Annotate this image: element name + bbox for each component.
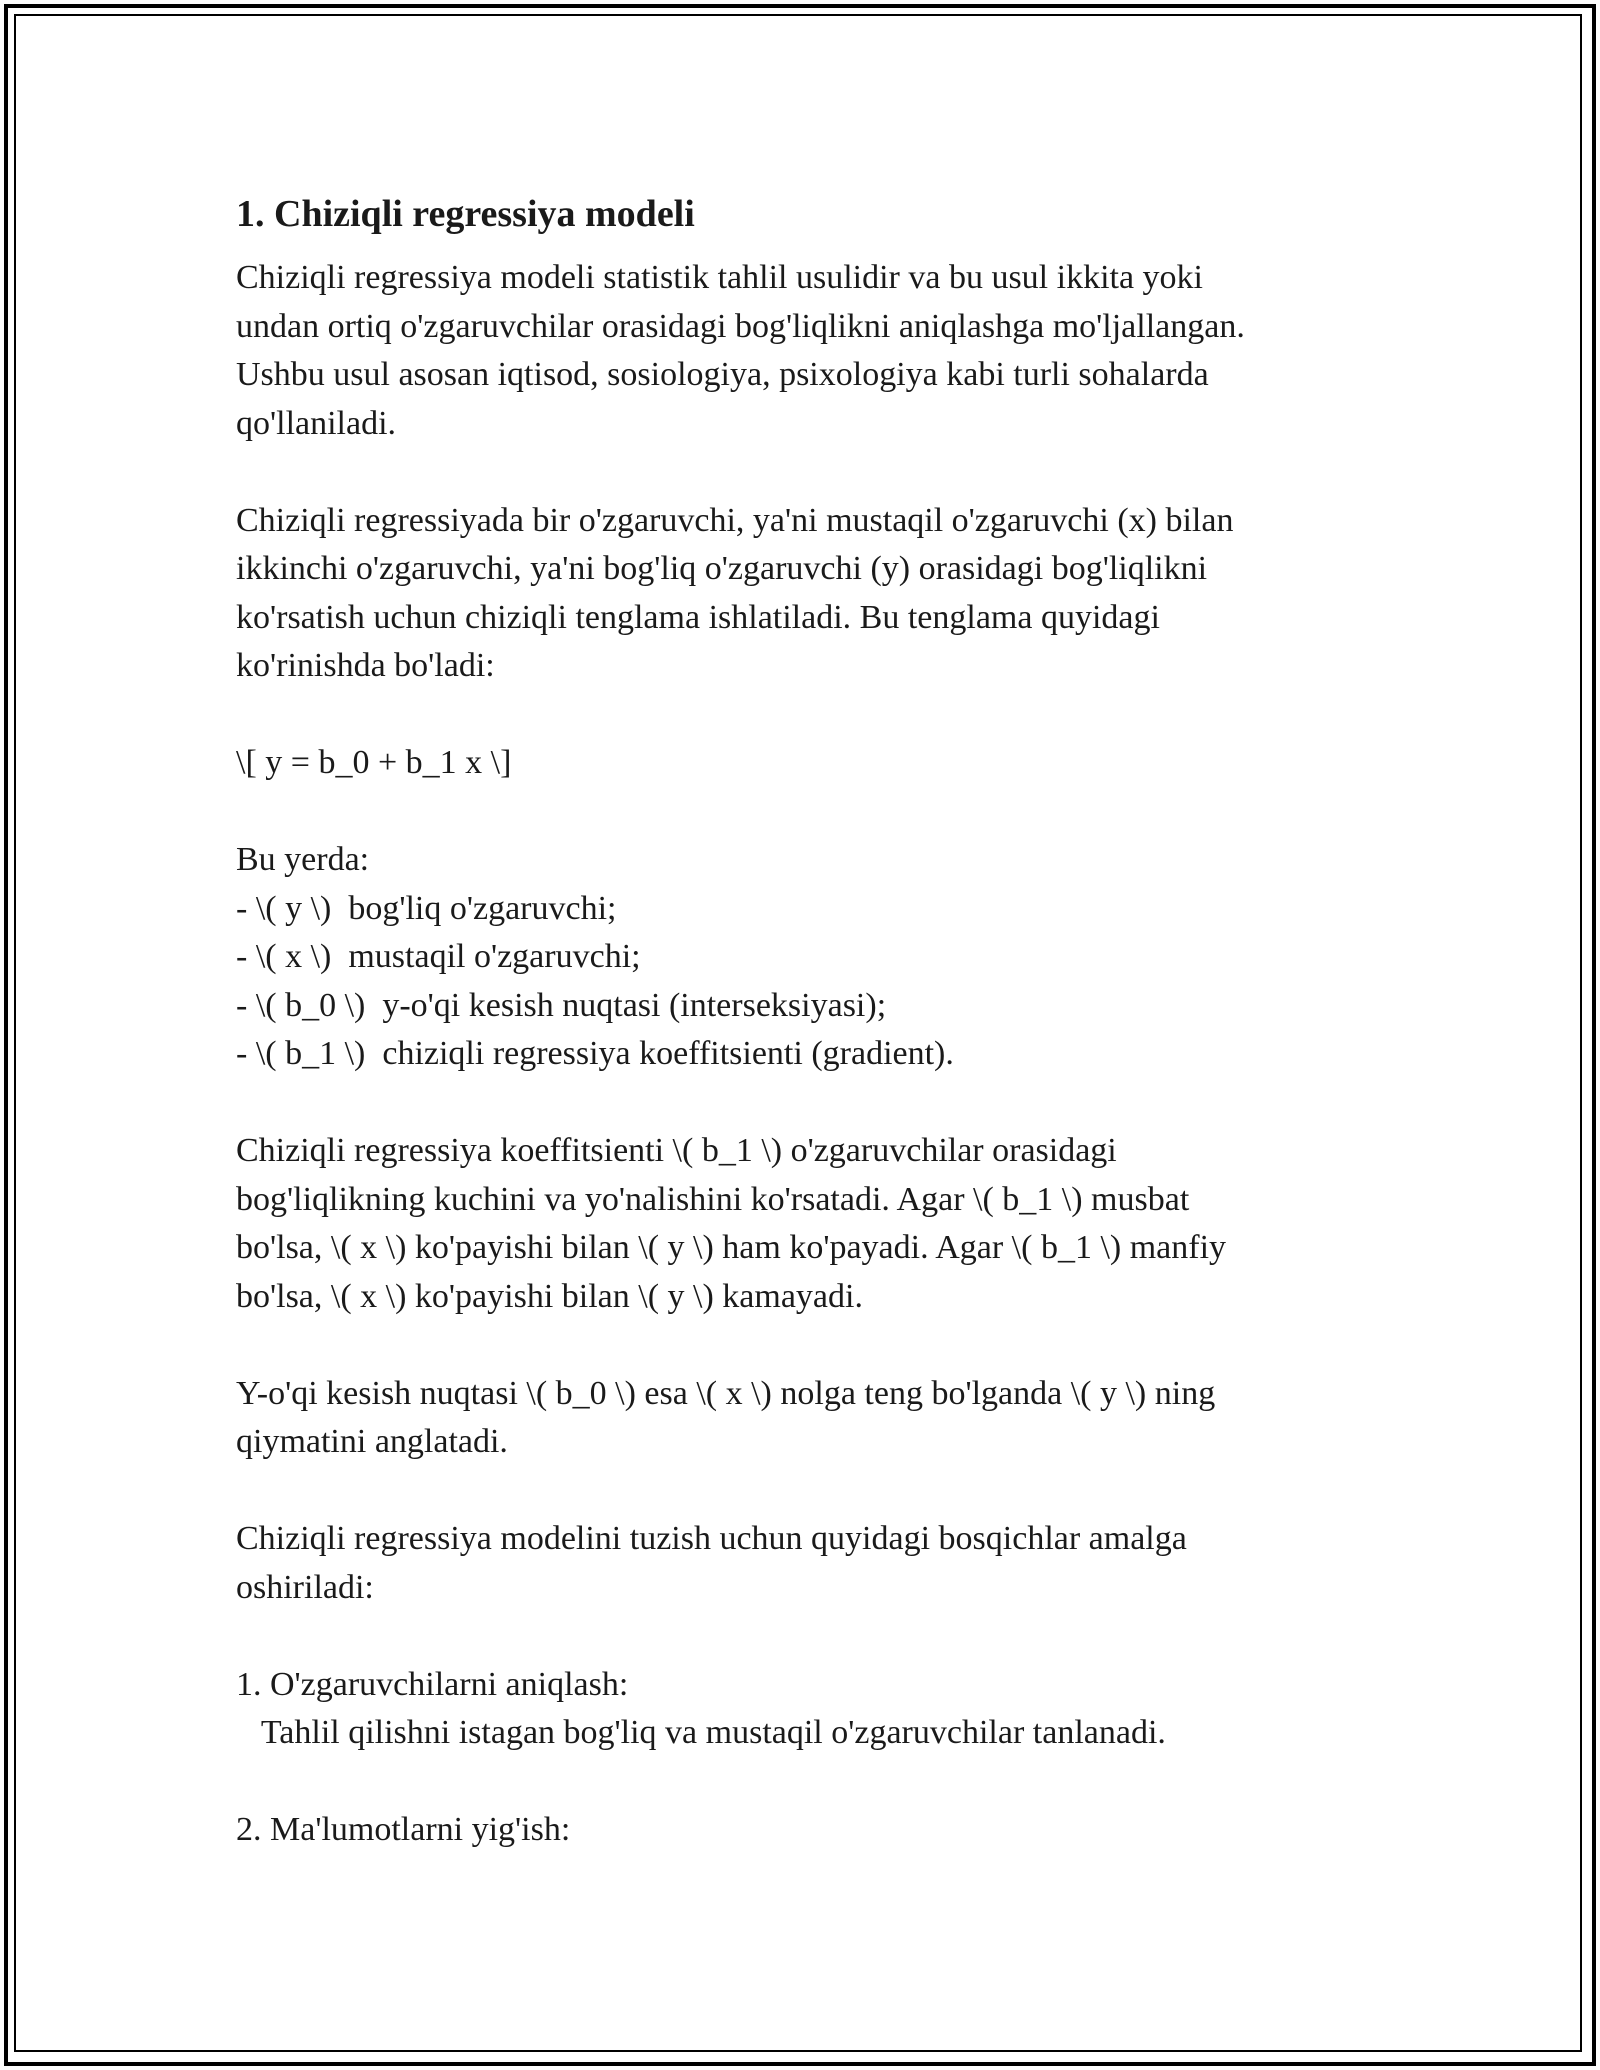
- text-line: Y-o'qi kesish nuqtasi \( b_0 \) esa \( x \) nolga teng bo'lganda \( y \) ning: [236, 1374, 1216, 1412]
- step-2: [236, 1806, 1366, 1855]
- step-1: [236, 1661, 1366, 1758]
- list-item: - \( y \) bog'liq o'zgaruvchi;: [236, 889, 617, 927]
- text-line: ko'rsatish uchun chiziqli tenglama ishlatiladi. Bu tenglama quyidagi: [236, 598, 1160, 636]
- list-item: - \( b_1 \) chiziqli regressiya koeffitsienti (gradient).: [236, 1035, 954, 1072]
- text-line: bo'lsa, \( x \) ko'payishi bilan \( y \) kamayadi.: [236, 1277, 863, 1315]
- step-title: 2. Ma'lumotlarni yig'ish:: [236, 1811, 571, 1848]
- section-heading: 1. Chiziqli regressiya modeli: [236, 193, 695, 235]
- text-line: ikkinchi o'zgaruvchi, ya'ni bog'liq o'zgaruvchi (y) orasidagi bog'liqlikni: [236, 550, 1208, 587]
- step-description: Tahlil qilishni istagan bog'liq va mustaqil o'zgaruvchilar tanlanadi.: [236, 1714, 1166, 1751]
- text-line: ko'rinishda bo'ladi:: [236, 647, 495, 684]
- text-line: qiymatini anglatadi.: [236, 1423, 508, 1460]
- text-line: Chiziqli regressiya modelini tuzish uchun quyidagi bosqichlar amalga: [236, 1520, 1187, 1557]
- equation-line: \[ y = b_0 + b_1 x \]: [236, 744, 512, 781]
- text-line: bo'lsa, \( x \) ko'payishi bilan \( y \) ham ko'payadi. Agar \( b_1 \) manfiy: [236, 1229, 1227, 1266]
- paragraph-steps-intro: [236, 1515, 1366, 1612]
- document-body: [236, 188, 1366, 1903]
- equation-block: [236, 739, 1366, 788]
- text-line: Ushbu usul asosan iqtisod, sosiologiya, psixologiya kabi turli sohalarda: [236, 356, 1209, 393]
- list-item: - \( b_0 \) y-o'qi kesish nuqtasi (interseksiyasi);: [236, 986, 887, 1024]
- paragraph-intro: [236, 254, 1366, 448]
- paragraph-equation-intro: [236, 497, 1366, 691]
- paragraph-coefficient: [236, 1127, 1366, 1321]
- text-line: bog'liqlikning kuchini va yo'nalishini ko'rsatadi. Agar \( b_1 \) musbat: [236, 1180, 1190, 1218]
- list-item: - \( x \) mustaqil o'zgaruvchi;: [236, 938, 641, 975]
- paragraph-intercept: [236, 1370, 1366, 1467]
- text-line: Chiziqli regressiya koeffitsienti \( b_1 \) o'zgaruvchilar orasidagi: [236, 1132, 1117, 1169]
- text-line: undan ortiq o'zgaruvchilar orasidagi bog'liqlikni aniqlashga mo'ljallangan.: [236, 307, 1245, 345]
- text-line: Bu yerda:: [236, 841, 370, 878]
- text-line: qo'llaniladi.: [236, 404, 397, 442]
- text-line: oshiriladi:: [236, 1568, 374, 1606]
- definitions-list: [236, 836, 1366, 1079]
- text-line: Chiziqli regressiyada bir o'zgaruvchi, ya'ni mustaqil o'zgaruvchi (x) bilan: [236, 501, 1234, 539]
- step-title: 1. O'zgaruvchilarni aniqlash:: [236, 1665, 629, 1703]
- text-line: Chiziqli regressiya modeli statistik tahlil usulidir va bu usul ikkita yoki: [236, 259, 1204, 296]
